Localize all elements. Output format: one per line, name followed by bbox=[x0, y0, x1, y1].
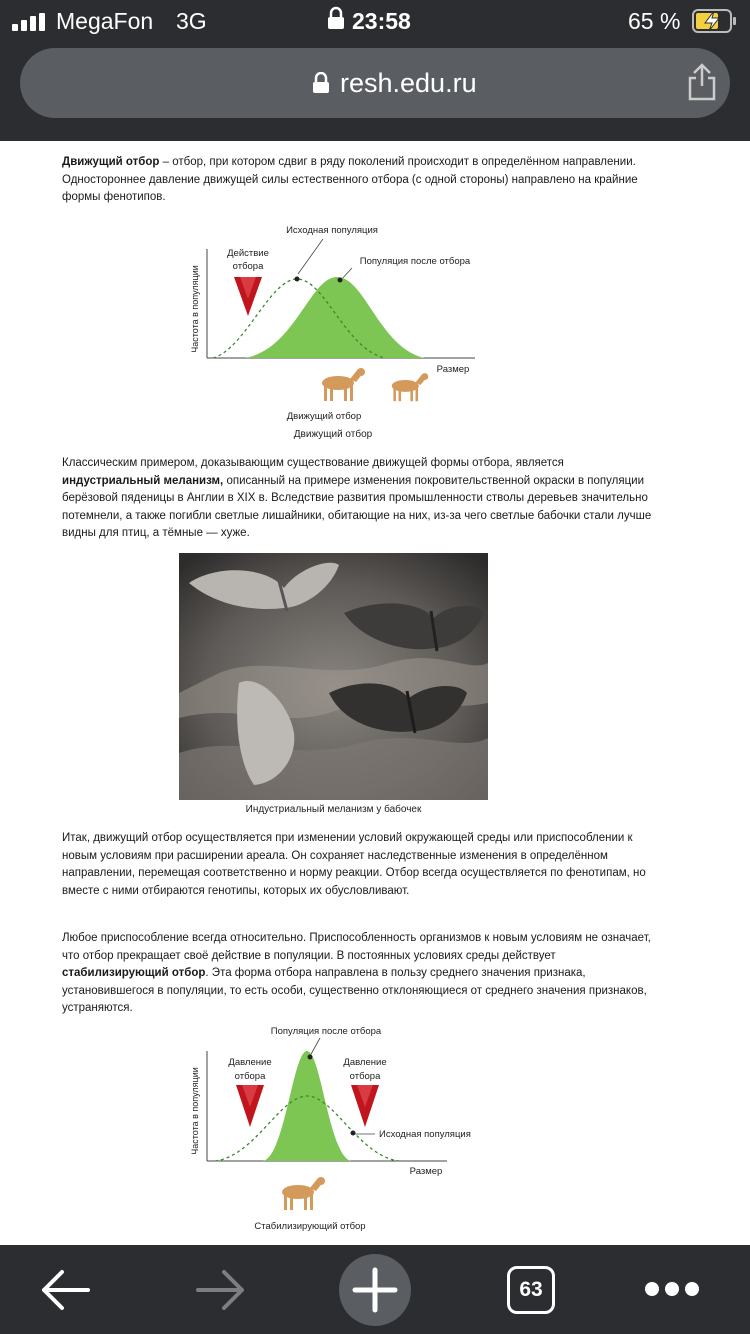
url-text[interactable]: resh.edu.ru bbox=[340, 68, 477, 98]
diagram-inner-caption: Стабилизирующий отбор bbox=[254, 1221, 366, 1232]
network-type: 3G bbox=[176, 8, 207, 34]
directional-selection-diagram bbox=[185, 219, 485, 449]
new-tab-button[interactable] bbox=[338, 1253, 412, 1327]
paragraph-directional-selection: Движущий отбор – отбор, при котором сдвиг в ряду поколений происходит в определённом направлении. Одностороннее давление движущей силы естественного отбора (с одной стороны) направлено на крайние формы фенотипов. bbox=[62, 156, 638, 203]
y-axis-label: Частота в популяции bbox=[190, 265, 200, 353]
deer-icon bbox=[392, 373, 429, 401]
paragraph-directional-summary: Итак, движущий отбор осуществляется при изменении условий окружающей среды или приспособлении к новым условиям при расширении ареала. Он сохраняет наследственные изменения в определённом направлении, перемещая соответственно и норму реакции. Отбор всегда осуществляется по фенотипам, но вместе с ними отбираются генотипы, которых их обусловливают. bbox=[62, 832, 646, 897]
forward-arrow-icon[interactable] bbox=[194, 1267, 248, 1313]
deer-icon bbox=[322, 368, 365, 401]
browser-chrome bbox=[0, 0, 750, 141]
x-axis-label: Размер bbox=[409, 1166, 443, 1177]
back-arrow-icon[interactable] bbox=[38, 1267, 92, 1313]
battery-percent: 65 % bbox=[628, 8, 681, 34]
carrier-name: MegaFon bbox=[56, 8, 154, 34]
lock-icon bbox=[312, 72, 330, 94]
label-population-after: Популяция после отбора bbox=[270, 1026, 382, 1037]
x-axis-label: Размер bbox=[436, 364, 470, 375]
more-options-icon[interactable] bbox=[644, 1281, 700, 1297]
label-action-2: отбора bbox=[232, 261, 264, 272]
figure-caption-directional: Движущий отбор bbox=[293, 429, 373, 440]
status-bar bbox=[0, 0, 750, 42]
term-stabilizing-selection: стабилизирующий отбор bbox=[62, 967, 206, 979]
paragraph-industrial-melanism: Классическим примером, доказывающим существование движущей формы отбора, является индустриальный меланизм, описанный на примере изменения покровительственной окраски в популяции берёзовой пяденицы в Англии в XIX в. Вследствие развития промышленности стволы деревьев значительно потемнели, а также погибли светлые лишайники, обитающие на них, из-за чего светлые бабочки стали лучше видны для птиц, а тёмные — хуже. bbox=[62, 457, 652, 539]
term-industrial-melanism: индустриальный меланизм, bbox=[62, 474, 224, 487]
label-pressure-left-2: отбора bbox=[234, 1071, 266, 1082]
stabilizing-selection-diagram bbox=[185, 1021, 495, 1245]
y-axis-label: Частота в популяции bbox=[190, 1067, 200, 1155]
paragraph-stabilizing-selection: Любое приспособление всегда относительно. Приспособленность организмов к новым условиям не означает, что отбор прекращает своё действие в популяции. В постоянных условиях среды действует стабилизирующий отбор. Эта форма отбора направлена в пользу среднего значения признака, установившегося в популяции, то есть особи, существенно отклоняющиеся от среднего значения признаков, устраняются. bbox=[62, 932, 651, 1014]
population-after-curve bbox=[245, 277, 425, 358]
label-pressure-left-1: Давление bbox=[228, 1057, 272, 1068]
deer-icon bbox=[282, 1177, 325, 1210]
share-icon[interactable] bbox=[686, 62, 718, 102]
term-directional-selection: Движущий отбор bbox=[62, 156, 160, 168]
population-after-curve bbox=[263, 1051, 351, 1161]
label-population-after: Популяция после отбора bbox=[359, 256, 471, 267]
label-pressure-right-2: отбора bbox=[349, 1071, 381, 1082]
signal-icon bbox=[12, 13, 48, 31]
rotation-lock-icon bbox=[327, 6, 345, 30]
diagram-inner-caption: Движущий отбор bbox=[286, 411, 362, 422]
address-bar[interactable] bbox=[20, 48, 730, 118]
battery-charging-icon bbox=[692, 9, 738, 33]
label-initial-population: Исходная популяция bbox=[286, 225, 378, 236]
label-pressure-right-1: Давление bbox=[343, 1057, 387, 1068]
label-action-1: Действие bbox=[227, 248, 269, 259]
browser-toolbar bbox=[0, 1245, 750, 1334]
label-initial-population: Исходная популяция bbox=[379, 1129, 471, 1140]
photo-caption: Индустриальный меланизм у бабочек bbox=[245, 804, 422, 815]
tabs-counter-button[interactable]: 63 bbox=[507, 1266, 555, 1314]
clock: 23:58 bbox=[352, 8, 411, 34]
page-content bbox=[0, 141, 750, 1245]
moths-photo bbox=[179, 553, 488, 800]
